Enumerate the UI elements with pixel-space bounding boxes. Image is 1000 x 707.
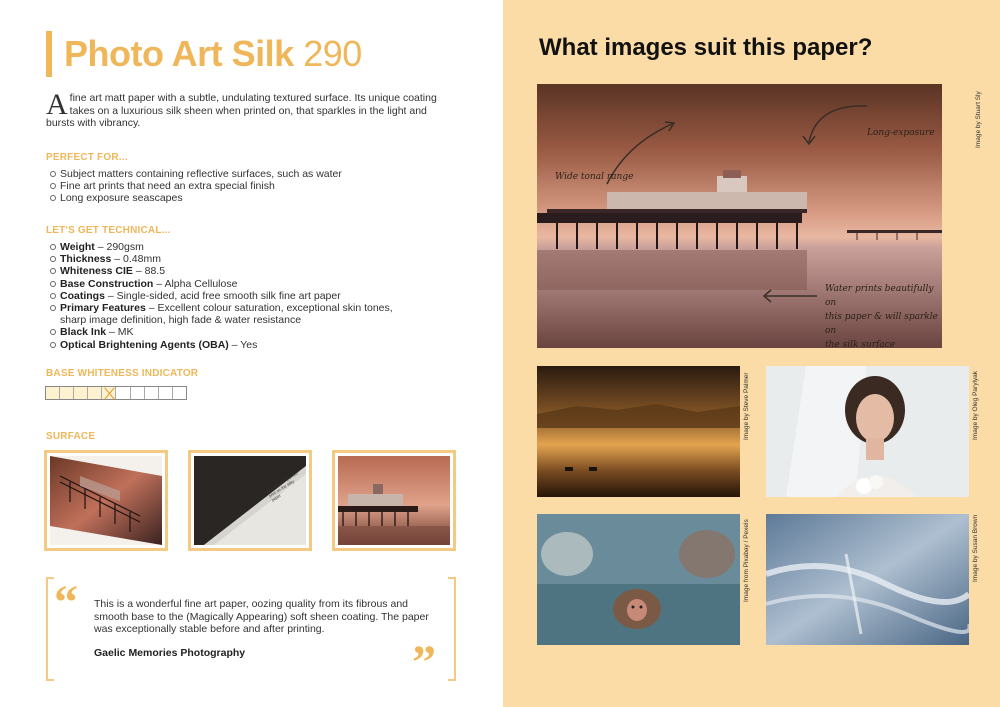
title-number: 290 bbox=[303, 33, 362, 74]
list-item bbox=[50, 326, 420, 338]
pier-angle-image bbox=[50, 456, 162, 545]
whiteness-cell bbox=[159, 387, 173, 399]
list-item bbox=[50, 290, 420, 302]
list-item bbox=[50, 339, 420, 351]
list-item bbox=[50, 253, 420, 265]
surface-swatch-pier-angle bbox=[44, 450, 168, 551]
snow-monkeys-image bbox=[537, 514, 740, 645]
spec-label: Thickness bbox=[60, 253, 112, 266]
spec-value: – 88.5 bbox=[132, 265, 166, 278]
spec-label: Base Construction bbox=[60, 277, 154, 290]
whiteness-heading: BASE WHITENESS INDICATOR bbox=[46, 368, 199, 379]
spec-label: Primary Features bbox=[60, 302, 146, 315]
photo-credit: Image from Pixabay / Pexels bbox=[743, 519, 750, 602]
whiteness-cell bbox=[131, 387, 145, 399]
photo-waves bbox=[766, 514, 969, 645]
testimonial bbox=[46, 576, 456, 689]
right-page-title: What images suit this paper? bbox=[539, 34, 873, 61]
spec-value: – Single-sided, acid free smooth silk fine art paper bbox=[104, 289, 341, 302]
spec-label: Coatings bbox=[60, 289, 105, 302]
technical-list bbox=[50, 241, 420, 351]
spec-label: Whiteness CIE bbox=[60, 265, 133, 278]
intro-text: fine art matt paper with a subtle, undulating textured surface. Its unique coating takes on a luxurious silk sheen when printed on, that sparkles in the light and bursts with vibrancy. bbox=[46, 92, 437, 129]
technical-heading: LET'S GET TECHNICAL... bbox=[46, 225, 171, 236]
annotation-long-exposure: Long-exposure bbox=[867, 128, 935, 138]
intro-paragraph bbox=[46, 88, 446, 130]
annotation-line: Water prints beautifully on bbox=[825, 284, 934, 308]
spec-value: – MK bbox=[106, 326, 134, 339]
list-item bbox=[50, 241, 420, 253]
whiteness-cell bbox=[46, 387, 60, 399]
photo-credit: Image by Susan Brown bbox=[972, 514, 979, 582]
spec-value: – Alpha Cellulose bbox=[153, 277, 238, 290]
close-quote-icon: ” bbox=[412, 636, 436, 689]
page-title bbox=[64, 33, 362, 75]
photo-credit: Image by Steve Palmer bbox=[743, 372, 750, 440]
perfect-for-heading: PERFECT FOR... bbox=[46, 152, 128, 163]
bride-portrait-image bbox=[766, 366, 969, 497]
list-item bbox=[50, 278, 420, 290]
whiteness-cell bbox=[145, 387, 159, 399]
testimonial-author: Gaelic Memories Photography bbox=[94, 647, 246, 659]
surface-heading: SURFACE bbox=[46, 431, 96, 442]
title-main: Photo Art Silk bbox=[64, 33, 294, 74]
list-item: Fine art prints that need an extra special finish bbox=[50, 180, 342, 192]
list-item: Subject matters containing reflective surfaces, such as water bbox=[50, 168, 342, 180]
surface-swatch-pier-front bbox=[332, 450, 456, 551]
list-item bbox=[50, 302, 420, 326]
whiteness-cell bbox=[173, 387, 186, 399]
photo-misty-lake bbox=[537, 366, 740, 497]
annotation-line: the silk surface bbox=[825, 340, 896, 348]
quote-bracket-right bbox=[448, 577, 456, 681]
long-exposure-waves-image bbox=[766, 514, 969, 645]
spec-value: – 290gsm bbox=[94, 241, 144, 253]
whiteness-marker-cell bbox=[102, 387, 116, 399]
spec-label: Black Ink bbox=[60, 326, 107, 339]
open-quote-icon: “ bbox=[54, 576, 78, 629]
testimonial-text: This is a wonderful fine art paper, oozing quality from its fibrous and smooth base to the (Magically Appearing) soft sheen coating. The paper was exceptionally stable before and after printing. bbox=[94, 598, 429, 636]
spec-label: Weight bbox=[60, 241, 95, 253]
whiteness-cell bbox=[74, 387, 88, 399]
annotation-wide-tonal-range: Wide tonal range bbox=[555, 172, 634, 182]
list-item bbox=[50, 265, 420, 277]
photo-credit: Image by Oleg Parylyak bbox=[972, 370, 979, 440]
whiteness-cell bbox=[60, 387, 74, 399]
misty-lake-image bbox=[537, 366, 740, 497]
surface-swatch-paper bbox=[188, 450, 312, 551]
spec-label: Optical Brightening Agents (OBA) bbox=[60, 338, 229, 351]
photo-credit: Image by Stuart Sly bbox=[975, 91, 982, 148]
quote-bracket-left bbox=[46, 577, 54, 681]
annotation-line: this paper & will sparkle on bbox=[825, 312, 938, 336]
spec-value: – 0.48mm bbox=[111, 253, 161, 266]
paper-sheet-image bbox=[194, 456, 306, 545]
spec-value: – Excellent colour saturation, exceptional skin tones, sharp image definition, high fade & water resistance bbox=[60, 302, 393, 327]
whiteness-cell bbox=[88, 387, 102, 399]
perfect-for-list bbox=[50, 168, 342, 205]
whiteness-indicator bbox=[45, 386, 187, 400]
main-pier-photo bbox=[537, 84, 942, 348]
title-accent-bar bbox=[46, 31, 52, 77]
paper-card-text: A really strong photo print on the silky paper bbox=[265, 470, 299, 503]
spec-value: – Yes bbox=[228, 338, 258, 351]
pier-front-image bbox=[338, 456, 450, 545]
photo-snow-monkeys bbox=[537, 514, 740, 645]
right-page bbox=[503, 0, 1000, 707]
photo-bride bbox=[766, 366, 969, 497]
intro-dropcap: A bbox=[46, 88, 68, 121]
whiteness-cell bbox=[116, 387, 130, 399]
annotation-water bbox=[825, 282, 942, 348]
list-item: Long exposure seascapes bbox=[50, 192, 342, 204]
